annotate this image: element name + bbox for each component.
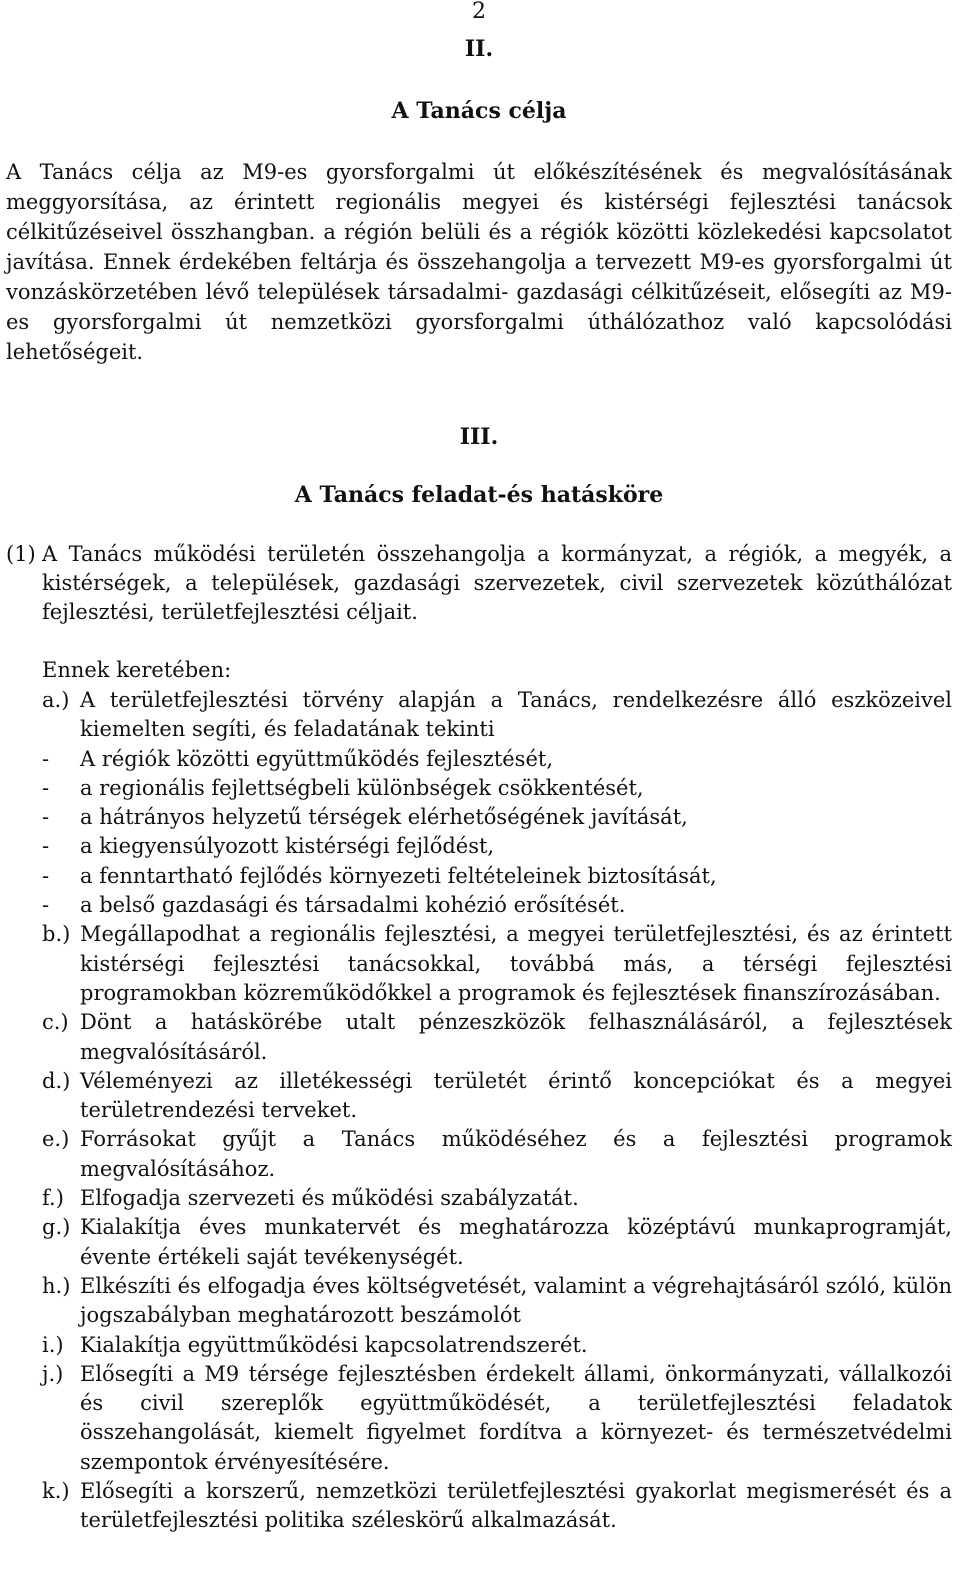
item-label: j.) — [42, 1361, 64, 1386]
list-item — [6, 1331, 952, 1360]
list-item — [6, 686, 952, 745]
dash-marker: - — [42, 863, 50, 888]
item-text: Forrásokat gyűjt a Tanács működéséhez és a fejlesztési programok megvalósításához. — [80, 1127, 952, 1181]
dash-text: a hátrányos helyzetű térségek elérhetőségének javítását, — [80, 805, 688, 830]
dash-marker: - — [42, 893, 50, 918]
dash-text: a fenntartható fejlődés környezeti feltételeinek biztosítását, — [80, 863, 717, 888]
item-text: Elkészíti és elfogadja éves költségvetését, valamint a végrehajtásáról szóló, külön jogszabályban meghatározott beszámolót — [80, 1273, 952, 1328]
item-text: Véleményezi az illetékességi területét érintő koncepciókat és a megyei területrendezési terveket. — [80, 1068, 952, 1123]
dash-text: a belső gazdasági és társadalmi kohézió erősítését. — [80, 893, 626, 918]
item-text: Dönt a hatáskörébe utalt pénzeszközök felhasználásáról, a fejlesztések megvalósításáról. — [80, 1010, 952, 1064]
section-number: III. — [459, 424, 499, 450]
item-text: Megállapodhat a regionális fejlesztési, a megyei területfejlesztési, és az érintett kistérségi fejlesztési tanácsokkal, továbbá más, a térségi fejlesztési programokban közreműködőkkel a programok és fejlesztések finanszírozásában. — [80, 922, 952, 1005]
list-item — [6, 1125, 952, 1184]
item-label: a.) — [42, 688, 70, 712]
item-label: g.) — [42, 1215, 71, 1240]
item-text: A területfejlesztési törvény alapján a Tanács, rendelkezésre álló eszközeivel kiemelten segíti, és feladatának tekinti — [80, 688, 952, 742]
section-number: II. — [464, 36, 494, 62]
dash-marker: - — [42, 834, 50, 859]
dash-item — [6, 891, 952, 920]
section-title: A Tanács célja — [391, 98, 567, 124]
item-text: Kialakítja éves munkatervét és meghatározza középtávú munkaprogramját, évente értékeli saját tevékenységét. — [80, 1215, 952, 1269]
list-item — [6, 1067, 952, 1126]
item-text: Elősegíti a M9 térsége fejlesztésben érdekelt állami, önkormányzati, vállalkozói és civil szereplők együttműködését, a területfejlesztési feladatok összehangolását, kiemelt figyelmet fordítva a környezet- és természetvédelmi szempontok érvényesítésére. — [80, 1361, 952, 1474]
list-item — [6, 1008, 952, 1067]
section-title: A Tanács feladat-és hatásköre — [294, 482, 664, 508]
list-item — [6, 1184, 952, 1213]
item-label: c.) — [42, 1010, 69, 1035]
item-text: Elfogadja szervezeti és működési szabályzatát. — [80, 1186, 579, 1211]
item-label: k.) — [42, 1479, 70, 1504]
dash-text: A régiók közötti együttműködés fejlesztését, — [80, 746, 554, 771]
dash-marker: - — [42, 746, 50, 771]
list-item — [6, 1272, 952, 1331]
intro-paragraph — [6, 540, 952, 627]
item-text: Kialakítja együttműködési kapcsolatrendszerét. — [80, 1332, 588, 1357]
item-label: i.) — [42, 1332, 64, 1357]
dash-marker: - — [42, 775, 50, 800]
intro-text: A Tanács működési területén összehangolja a kormányzat, a régiók, a megyék, a kistérségek, a települések, gazdasági szervezetek, civil szervezetek közúthálózat fejlesztési, területfejlesztési céljait. — [42, 542, 952, 624]
item-label: f.) — [42, 1186, 64, 1211]
list-item — [6, 920, 952, 1008]
page-number: 2 — [472, 0, 486, 24]
dash-marker: - — [42, 805, 50, 830]
dash-item — [6, 862, 952, 891]
dash-item — [6, 745, 952, 774]
list-item — [6, 1477, 952, 1536]
dash-item — [6, 832, 952, 861]
section-paragraph: A Tanács célja az M9-es gyorsforgalmi út előkészítésének és megvalósításának meggyorsítása, az érintett regionális megyei és kistérségi fejlesztési tanácsok célkitűzéseivel összhangban. a régión belüli és a régiók közötti közlekedési kapcsolatot javítása. Ennek érdekében feltárja és összehangolja a tervezett M9-es gyorsforgalmi út vonzáskörzetében lévő települések társadalmi- gazdasági célkitűzéseit, elősegíti az M9-es gyorsforgalmi út nemzetközi gyorsforgalmi úthálózathoz való kapcsolódási lehetőségeit. — [6, 160, 952, 364]
item-text: Elősegíti a korszerű, nemzetközi területfejlesztési gyakorlat megismerését és a területfejlesztési politika széleskörű alkalmazását. — [80, 1479, 952, 1533]
task-list — [6, 686, 952, 1536]
item-label: h.) — [42, 1273, 71, 1298]
item-label: e.) — [42, 1127, 70, 1152]
dash-item — [6, 803, 952, 832]
paragraph-number: (1) — [6, 542, 36, 566]
dash-text: a regionális fejlettségbeli különbségek csökkentését, — [80, 775, 644, 800]
list-item — [6, 1360, 952, 1477]
list-item — [6, 1213, 952, 1272]
dash-text: a kiegyensúlyozott kistérségi fejlődést, — [80, 834, 495, 859]
dash-item — [6, 774, 952, 803]
item-label: d.) — [42, 1068, 71, 1093]
item-label: b.) — [42, 922, 71, 947]
keretben-label: Ennek keretében: — [42, 658, 232, 682]
